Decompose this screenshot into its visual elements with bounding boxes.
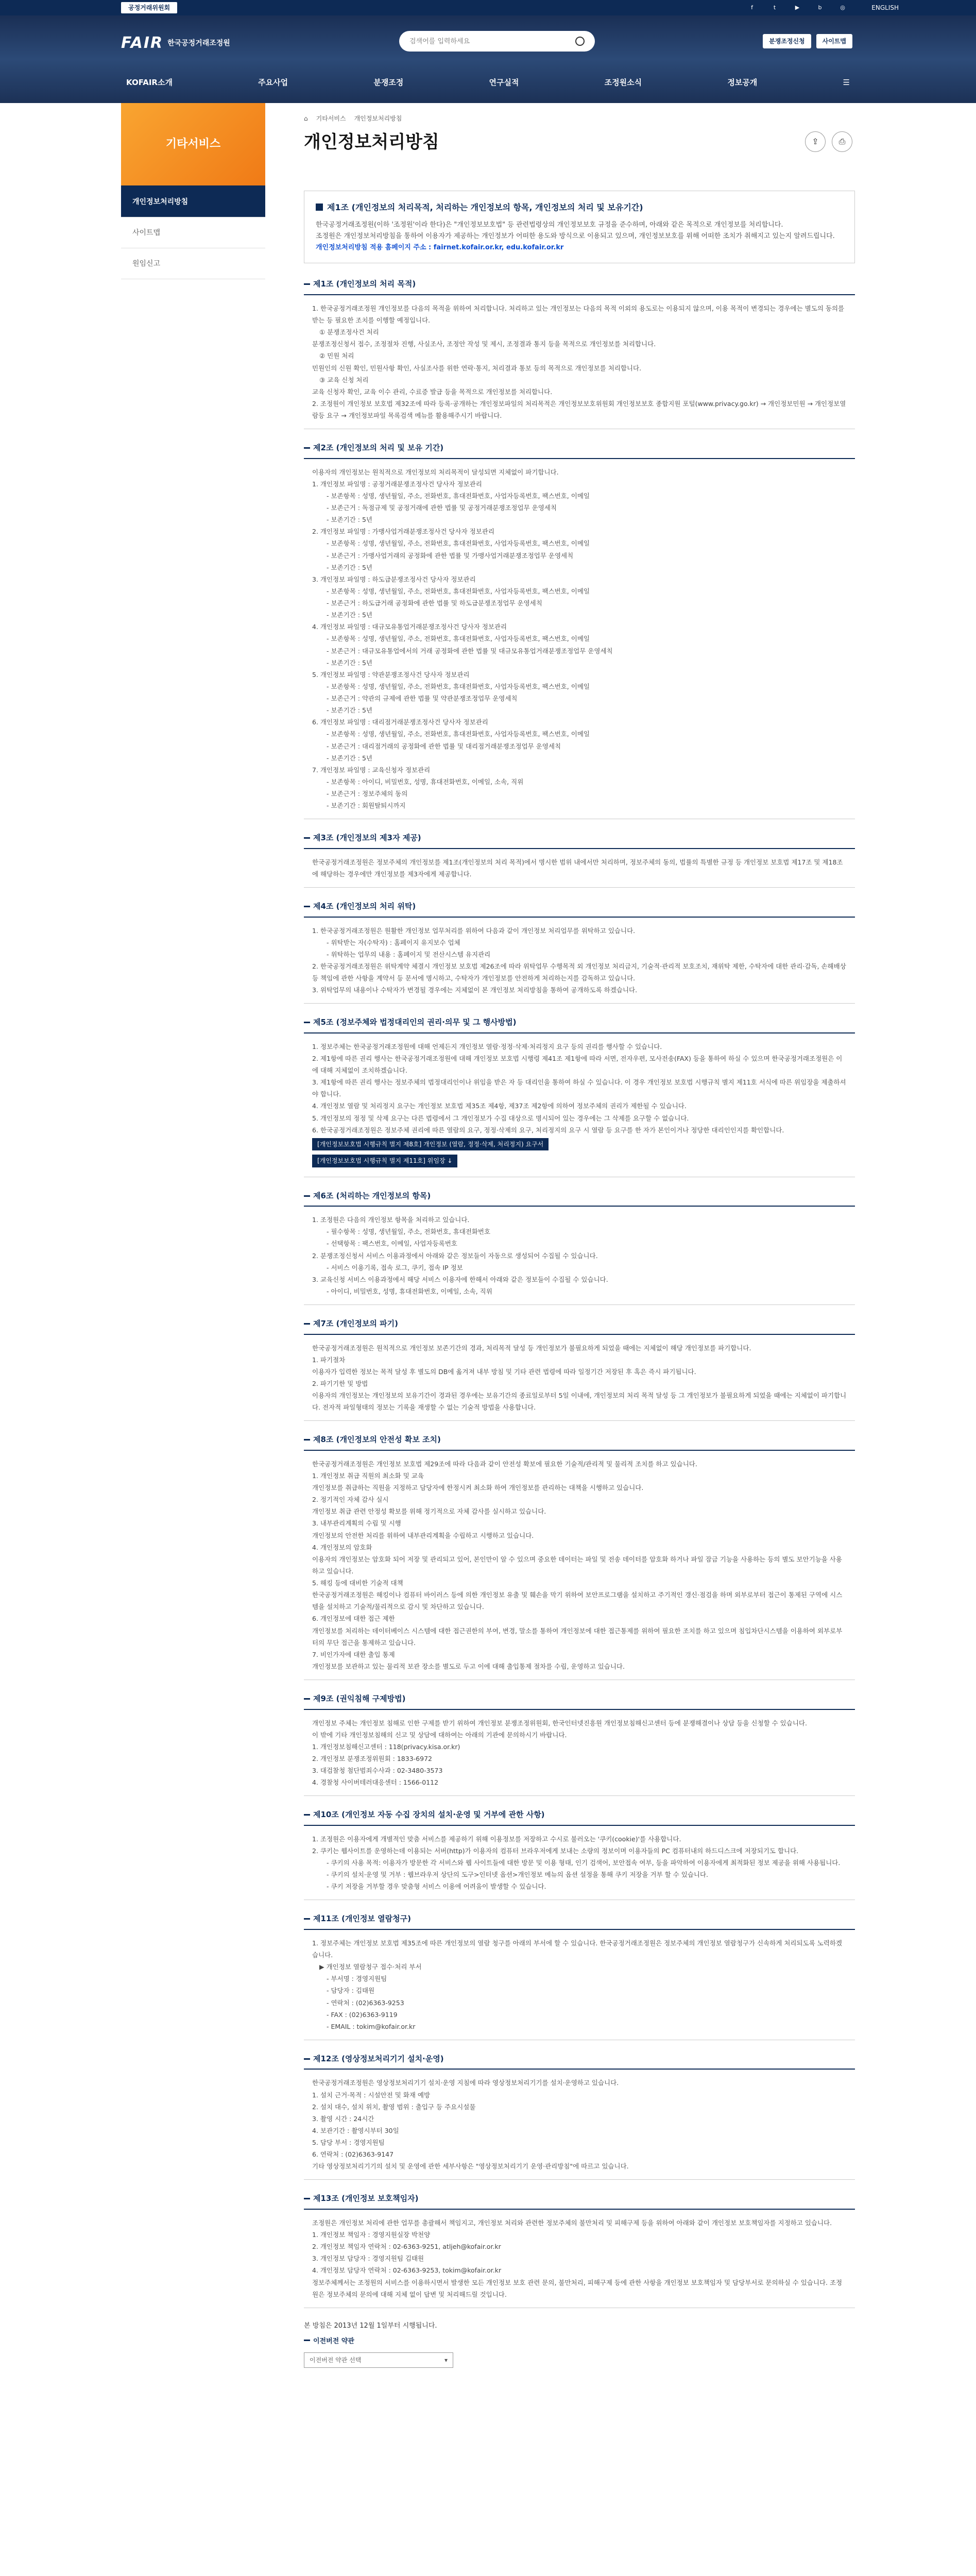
intro-link: 개인정보처리방침 적용 홈페이지 주소 : fairnet.kofair.or.kr, edu.kofair.or.kr (316, 244, 564, 252)
top-utility-bar (0, 0, 976, 15)
section-line: - 보존기간 : 5년 (327, 563, 372, 571)
search-box (399, 31, 595, 52)
section-line: 조정원은 개인정보 처리에 관한 업무를 총괄해서 책임지고, 개인정보 처리와 관련한 정보주체의 불만처리 및 피해구제 등을 위하여 아래와 같이 개인정보 보호책임자를 지정하고 있습니다. (312, 2218, 832, 2227)
share-icon[interactable]: ⇪ (805, 131, 826, 152)
section-line: 2. 조정원이 개인정보 보호법 제32조에 따라 등록·공개하는 개인정보파일의 처리목적은 개인정보보호위원회 개인정보보호 종합지원 포털(www.privacy.go.kr) → 개인정보민원 → 개인정보열람등 요구 → 개인정보파일 목록검색 메뉴를 활용해주시기 바랍니다. (312, 399, 846, 420)
section-line: 1. 한국공정거래조정원 개인정보를 다음의 목적을 위하여 처리합니다. 처리하고 있는 개인정보는 다음의 목적 이외의 용도로는 이용되지 않으며, 이용 목적이 변경되는 경우에는 별도의 동의를 받는 등 필요한 조치를 이행할 예정입니다. (312, 304, 845, 325)
language-link[interactable]: ENGLISH (871, 4, 899, 11)
dispute-apply-button[interactable]: 분쟁조정신청 (763, 34, 811, 48)
section-title: 제9조 (권익침해 구제방법) (304, 1692, 855, 1706)
section-line: 2. 개인정보 분쟁조정위원회 : 1833-6972 (312, 1754, 432, 1762)
side-item-report[interactable]: 원임신고 (121, 248, 265, 279)
side-menu (121, 185, 265, 279)
section-line: - 서비스 이용기록, 접속 로그, 쿠키, 접속 IP 정보 (327, 1263, 463, 1272)
section-line: 5. 담당 부서 : 경영지원팀 (312, 2139, 385, 2146)
section-title: 제1조 (개인정보의 처리 목적) (304, 278, 855, 291)
section-body (304, 1825, 855, 1901)
section-line: - 위탁받는 자(수탁자) : 홈페이지 유지보수 업체 (327, 938, 460, 946)
section-line: 7. 비인가자에 대한 출입 통제 (312, 1650, 395, 1658)
section-title: 제12조 (영상정보처리기기 설치·운영) (304, 2053, 855, 2066)
section-line: - 쿠키의 사용 목적: 이용자가 방문한 각 서비스와 웹 사이트들에 대한 방문 및 이용 형태, 인기 검색어, 보안접속 여부, 등을 파악하여 이용자에게 최적화된 정보 제공을 위해 사용됩니다. (327, 1859, 841, 1867)
section-line: - 보존항목 : 성명, 생년월일, 주소, 전화번호, 휴대전화번호, 사업자등록번호, 팩스번호, 이메일 (327, 587, 590, 595)
section-title: 제7조 (개인정보의 파기) (304, 1317, 855, 1331)
header-buttons (763, 34, 852, 48)
policy-section (304, 278, 855, 429)
section-line: - FAX : (02)6363-9119 (327, 2010, 398, 2019)
section-title: 제4조 (개인정보의 처리 위탁) (304, 900, 855, 913)
section-line: - 보존항목 : 성명, 생년월일, 주소, 전화번호, 휴대전화번호, 사업자등록번호, 팩스번호, 이메일 (327, 492, 590, 500)
sitemap-button[interactable]: 사이트맵 (816, 34, 852, 48)
policy-section (304, 1016, 855, 1177)
section-line: 개인정보의 안전한 처리를 위하여 내부관리계획을 수립하고 시행하고 있습니다. (312, 1531, 534, 1539)
section-title: 제3조 (개인정보의 제3자 제공) (304, 832, 855, 845)
section-line: 이 밖에 기타 개인정보침해의 신고 및 상담에 대하여는 아래의 기관에 문의하시기 바랍니다. (312, 1731, 567, 1739)
section-line: - 보존항목 : 아이디, 비밀번호, 성명, 휴대전화번호, 이메일, 소속, 직위 (327, 777, 524, 786)
section-line: 5. 개인정보 파일명 : 약관분쟁조정사건 당사자 정보관리 (312, 670, 470, 679)
section-body (304, 294, 855, 429)
section-line: 개인정보 주체는 개인정보 침해로 인한 구제를 받기 위하여 개인정보 분쟁조정위원회, 한국인터넷진흥원 개인정보침해신고센터 등에 분쟁해결이나 상담 등을 신청할 수 있습니다. (312, 1719, 807, 1727)
section-title: 제2조 (개인정보의 처리 및 보유 기간) (304, 442, 855, 455)
section-line: - 아이디, 비밀번호, 성명, 휴대전화번호, 이메일, 소속, 직위 (327, 1287, 492, 1295)
section-line: 2. 쿠키는 웹사이트를 운영하는데 이용되는 서버(http)가 이용자의 컴퓨터 브라우저에게 보내는 소량의 정보이며 이용자들의 PC 컴퓨터내의 하드디스크에 저장되기도 합니다. (312, 1846, 799, 1855)
policy-section (304, 2053, 855, 2180)
effective-date: 본 방침은 2013년 12월 1일부터 시행됩니다. (304, 2321, 437, 2330)
section-title: 제10조 (개인정보 자동 수집 장치의 설치·운영 및 거부에 관한 사항) (304, 1808, 855, 1822)
gnb-item-business[interactable]: 주요사업 (258, 78, 288, 87)
section-body (304, 2069, 855, 2180)
section-line: - 연락처 : (02)6363-9253 (327, 1998, 404, 2007)
section-line: - 보존항목 : 성명, 생년월일, 주소, 전화번호, 휴대전화번호, 사업자등록번호, 팩스번호, 이메일 (327, 539, 590, 548)
section-line: 교육 신청자 확인, 교육 이수 관리, 수료증 발급 등을 목적으로 개인정보를 처리합니다. (312, 387, 553, 396)
sns-links (747, 3, 847, 12)
page-tools (805, 131, 852, 152)
policy-section (304, 2192, 855, 2308)
form-download-button[interactable]: [개인정보보호법 시행규칙 별지 제11호] 위임장 ↓ (312, 1155, 457, 1167)
main-area (0, 198, 976, 2576)
section-line: 1. 정보주체는 개인정보 보호법 제35조에 따른 개인정보의 열람 청구를 아래의 부서에 할 수 있습니다. 한국공정거래조정원은 정보주체의 개인정보 열람청구가 신속하게 처리되도록 노력하겠습니다. (312, 1939, 842, 1959)
section-line: 3. 위탁업무의 내용이나 수탁자가 변경될 경우에는 지체없이 본 개인정보 처리방침을 통하여 공개하도록 하겠습니다. (312, 986, 638, 994)
side-item-privacy[interactable]: 개인정보처리방침 (121, 187, 265, 217)
policy-section (304, 1912, 855, 2040)
gnb-item-disclosure[interactable]: 정보공개 (727, 78, 758, 87)
section-line: - 보존근거 : 정보주체의 동의 (327, 790, 408, 798)
section-line: 정보주체께서는 조정원의 서비스를 이용하시면서 발생한 모든 개인정보 보호 관련 문의, 불만처리, 피해구제 등에 관한 사항을 개인정보 보호책임자 및 담당부서로 문의하실 수 있습니다. 조정원은 정보주체의 문의에 대해 지체 없이 답변 및 처리해드릴 것입니다. (312, 2278, 843, 2298)
section-line: - 보존기간 : 5년 (327, 658, 372, 667)
page-title: 개인정보처리방침 (304, 132, 439, 153)
section-body (304, 458, 855, 820)
page-head (304, 113, 439, 158)
section-line: - 보존기간 : 5년 (327, 611, 372, 619)
policy-section (304, 1317, 855, 1421)
policy-section (304, 1433, 855, 1680)
section-line: - 보존근거 : 독점규제 및 공정거래에 관한 법률 및 공정거래분쟁조정업무 운영세칙 (327, 504, 557, 512)
gnb-item-research[interactable]: 연구실적 (489, 78, 519, 87)
breadcrumb (304, 113, 439, 124)
section-line: ▶ 개인정보 열람청구 접수·처리 부서 (319, 1963, 422, 1971)
section-body (304, 1450, 855, 1680)
intro-text: 한국공정거래조정원(이하 '조정원'이라 한다)은 "개인정보보호법" 등 관련법령상의 개인정보보호 규정을 준수하며, 아래와 같은 목적으로 개인정보를 처리합니다. (316, 221, 783, 229)
policy-section (304, 1808, 855, 1900)
section-line: 한국공정거래조정원은 개인정보 보호법 제29조에 따라 다음과 같이 안전성 확보에 필요한 기술적/관리적 및 물리적 조치를 하고 있습니다. (312, 1460, 697, 1468)
section-line: 한국공정거래조정원은 해킹이나 컴퓨터 바이러스 등에 의한 개인정보 유출 및 훼손을 막기 위하여 보안프로그램을 설치하고 주기적인 갱신·점검을 하며 외부로부터 접근이 통제된 구역에 시스템을 설치하고 기술적/물리적으로 감시 및 차단하고 있습니다. (312, 1591, 843, 1611)
section-title: 제5조 (정보주체와 법정대리인의 권리·의무 및 그 행사방법) (304, 1016, 855, 1029)
section-line: 1. 개인정보침해신고센터 : 118(privacy.kisa.or.kr) (312, 1742, 460, 1751)
section-line: 6. 한국공정거래조정원은 정보주체 권리에 따른 열람의 요구, 정정·삭제의 요구, 처리정지의 요구 시 열람 등 요구를 한 자가 본인이거나 정당한 대리인인지를 확인합니다. (312, 1126, 784, 1134)
section-body (304, 848, 855, 888)
global-nav (121, 76, 855, 90)
intro-text: 조정원은 개인정보처리방침을 통하여 이용자가 제공하는 개인정보가 어떠한 용도와 방식으로 이용되고 있으며, 개인정보보호를 위해 어떠한 조치가 취해지고 있는지 알려드립니다. (316, 232, 835, 241)
section-line: 2. 분쟁조정신청서 서비스 이용과정에서 아래와 같은 정보들이 자동으로 생성되어 수집될 수 있습니다. (312, 1251, 598, 1260)
section-title: 제13조 (개인정보 보호책임자) (304, 2192, 855, 2206)
section-line: ② 민원 처리 (319, 352, 354, 360)
home-icon[interactable]: ⌂ (304, 115, 308, 122)
section-line: 3. 제1항에 따른 권리 행사는 정보주체의 법정대리인이나 위임을 받은 자 등 대리인을 통하여 하실 수 있습니다. 이 경우 개인정보 보호법 시행규칙 별지 제11호 서식에 따른 위임장을 제출하셔야 합니다. (312, 1078, 846, 1098)
sidebar (121, 185, 265, 279)
section-line: 3. 개인정보 담당자 : 경영지원팀 김태원 (312, 2255, 424, 2263)
section-body (304, 2209, 855, 2308)
policy-section (304, 1190, 855, 1305)
intro-title: 제1조 (개인정보의 처리목적, 처리하는 개인정보의 항목, 개인정보의 처리 및 보유기간) (316, 200, 843, 214)
policy-section (304, 832, 855, 888)
crumb-item[interactable]: 기타서비스 (316, 115, 346, 122)
section-line: 이용자의 개인정보는 개인정보의 보유기간이 경과된 경우에는 보유기간의 종료일로부터 5일 이내에, 개인정보의 처리 목적 달성 등 그 개인정보가 불필요하게 되었을 때에는 지체없이 파기합니다. 전자적 파일형태의 정보는 기록을 재생할 수 없는 기술적 방법을 사용합니다. (312, 1392, 847, 1412)
menu-icon[interactable]: ☰ (843, 78, 850, 87)
site-tab[interactable]: 공정거래위원회 (121, 2, 177, 13)
section-line: - 보존기간 : 5년 (327, 706, 372, 715)
section-line: 3. 개인정보 파일명 : 하도급분쟁조정사건 당사자 정보관리 (312, 575, 476, 583)
section-line: 3. 내부관리계획의 수립 및 시행 (312, 1519, 401, 1528)
section-line: - 보존기간 : 5년 (327, 754, 372, 762)
section-line: - 부서명 : 경영지원팀 (327, 1975, 387, 1983)
section-line: - 보존항목 : 성명, 생년월일, 주소, 전화번호, 휴대전화번호, 사업자등록번호, 팩스번호, 이메일 (327, 730, 590, 738)
form-download-button[interactable]: [개인정보보호법 시행규칙 별지 제8호] 개인정보 (열람, 정정·삭제, 처리정지) 요구서 (312, 1138, 549, 1150)
twitter-icon[interactable]: t (773, 4, 776, 11)
section-line: 2. 정기적인 자체 감사 실시 (312, 1496, 389, 1504)
section-line: 3. 교육신청 서비스 이용과정에서 해당 서비스 이용자에 한해서 아래와 같은 정보들이 수집될 수 있습니다. (312, 1275, 608, 1283)
past-version-select[interactable]: 이전버전 약관 선택 ▾ (304, 2352, 453, 2368)
section-line: 6. 연락처 : (02)6363-9147 (312, 2150, 394, 2159)
section-line: 2. 설치 대수, 설치 위치, 촬영 범위 : 출입구 등 주요시설물 (312, 2103, 476, 2111)
policy-section (304, 442, 855, 819)
section-line: 개인정보를 취급하는 직원을 지정하고 담당자에 한정시켜 최소화 하여 개인정보를 관리하는 대책을 시행하고 있습니다. (312, 1484, 644, 1492)
section-line: ③ 교육 신청 처리 (319, 376, 369, 384)
section-line: 2. 제1항에 따른 권리 행사는 한국공정거래조정원에 대해 개인정보 보호법 시행령 제41조 제1항에 따라 서면, 전자우편, 모사전송(FAX) 등을 통하여 하실 수 있으며 한국공정거래조정원은 이에 대해 지체없이 조치하겠습니다. (312, 1054, 843, 1075)
policy-section (304, 1692, 855, 1796)
section-line: - 담당자 : 김태원 (327, 1987, 375, 1995)
section-line: 3. 촬영 시간 : 24시간 (312, 2114, 374, 2123)
search-icon[interactable] (575, 37, 585, 46)
section-line: 1. 개인정보 책임자 : 경영지원실장 박천양 (312, 2231, 431, 2239)
section-line: 5. 개인정보의 정정 및 삭제 요구는 다른 법령에서 그 개인정보가 수집 대상으로 명시되어 있는 경우에는 그 삭제를 요구할 수 없습니다. (312, 1114, 689, 1122)
section-line: 4. 보관기간 : 촬영시부터 30일 (312, 2126, 399, 2134)
youtube-icon[interactable]: ▶ (795, 4, 800, 11)
section-line: - 쿠키의 설치·운영 및 거부 : 웹브라우저 상단의 도구>인터넷 옵션>개인정보 메뉴의 옵션 설정을 통해 쿠키 저장을 거부 할 수 있습니다. (327, 1871, 709, 1879)
section-line: 2. 한국공정거래조정원은 위탁계약 체결시 개인정보 보호법 제26조에 따라 위탁업무 수행목적 외 개인정보 처리금지, 기술적·관리적 보호조치, 재위탁 제한, 수탁자에 대한 관리·감독, 손해배상 등 책임에 관한 사항을 계약서 등 문서에 명시하고, 수탁자가 개인정보를 안전하게 처리하는지를 감독하고 있습니다. (312, 962, 846, 982)
side-item-sitemap[interactable]: 사이트맵 (121, 217, 265, 248)
section-line: - 위탁하는 업무의 내용 : 홈페이지 및 전산시스템 유지관리 (327, 950, 491, 958)
blog-icon[interactable]: b (818, 4, 822, 11)
section-line: 5. 해킹 등에 대비한 기술적 대책 (312, 1579, 403, 1587)
header (0, 15, 976, 103)
section-title: 제6조 (처리하는 개인정보의 항목) (304, 1190, 855, 1203)
section-line: - EMAIL : tokim@kofair.or.kr (327, 2022, 416, 2030)
section-line: - 보존항목 : 성명, 생년월일, 주소, 전화번호, 휴대전화번호, 사업자등록번호, 팩스번호, 이메일 (327, 682, 590, 690)
chevron-down-icon: ▾ (444, 2356, 448, 2364)
section-line: 4. 개인정보 열람 및 처리정지 요구는 개인정보 보호법 제35조 제4항, 제37조 제2항에 의하여 정보주체의 권리가 제한될 수 있습니다. (312, 1102, 687, 1110)
side-title: 기타서비스 (121, 103, 265, 185)
section-line: 7. 개인정보 파일명 : 교육신청자 정보관리 (312, 766, 431, 774)
section-line: - 선택항목 : 팩스번호, 이메일, 사업자등록번호 (327, 1240, 457, 1248)
section-line: 2. 개인정보 책임자 연락처 : 02-6363-9251, atljeh@kofair.or.kr (312, 2243, 501, 2251)
past-version-title: 이전버전 약관 (304, 2336, 855, 2347)
section-line: 6. 개인정보에 대한 접근 제한 (312, 1615, 395, 1623)
section-title: 제11조 (개인정보 열람청구) (304, 1912, 855, 1926)
section-line: 이용자의 개인정보는 원칙적으로 개인정보의 처리목적이 달성되면 지체없이 파기합니다. (312, 468, 559, 476)
print-icon[interactable]: ⎙ (832, 131, 852, 152)
section-line: ① 분쟁조정사건 처리 (319, 328, 379, 336)
section-line: 4. 개인정보의 암호화 (312, 1543, 372, 1551)
section-line: 2. 파기기한 및 방법 (312, 1379, 368, 1387)
section-line: 개인정보를 처리하는 데이터베이스 시스템에 대한 접근권한의 부여, 변경, 말소를 통하여 개인정보에 대한 접근통제를 위하여 필요한 조치를 하고 있으며 침입차단시스템을 이용하여 외부로부터의 무단 접근을 통제하고 있습니다. (312, 1626, 843, 1647)
gnb-item-news[interactable]: 조정원소식 (604, 78, 642, 87)
section-line: - 필수항목 : 성명, 생년월일, 주소, 전화번호, 휴대전화번호 (327, 1228, 491, 1236)
section-line: 이용자의 개인정보는 암호화 되어 저장 및 관리되고 있어, 본인만이 알 수 있으며 중요한 데이터는 파일 및 전송 데이터를 암호화 하거나 파일 잠금 기능을 사용하는 등의 별도 보안기능을 사용하고 있습니다. (312, 1555, 842, 1575)
content (304, 191, 855, 2368)
section-body (304, 1334, 855, 1421)
section-body (304, 1032, 855, 1177)
section-line: 한국공정거래조정원은 원칙적으로 개인정보 보존기간의 경과, 처리목적 달성 등 개인정보가 불필요하게 되었을 때에는 지체없이 해당 개인정보를 파기합니다. (312, 1344, 751, 1352)
instagram-icon[interactable]: ◎ (840, 4, 845, 11)
section-line: - 보존근거 : 대리점거래의 공정화에 관한 법률 및 대리점거래분쟁조정업무 운영세칙 (327, 742, 561, 750)
facebook-icon[interactable]: f (751, 4, 753, 11)
section-title: 제8조 (개인정보의 안전성 확보 조치) (304, 1433, 855, 1447)
section-line: 1. 한국공정거래조정원은 원활한 개인정보 업무처리를 위하여 다음과 같이 개인정보 처리업무를 위탁하고 있습니다. (312, 926, 636, 935)
section-line: 한국공정거래조정원은 영상정보처리기기 설치·운영 지침에 따라 영상정보처리기기를 설치·운영하고 있습니다. (312, 2079, 619, 2087)
section-line: 1. 개인정보 취급 직원의 최소화 및 교육 (312, 1471, 424, 1480)
section-line: 6. 개인정보 파일명 : 대리점거래분쟁조정사건 당사자 정보관리 (312, 718, 488, 726)
section-line: 민원인의 신원 확인, 민원사항 확인, 사실조사를 위한 연락·통지, 처리결과 통보 등의 목적으로 개인정보를 처리합니다. (312, 364, 642, 372)
section-line: 1. 조정원은 다음의 개인정보 항목을 처리하고 있습니다. (312, 1216, 470, 1224)
section-line: 이용자가 입력한 정보는 목적 달성 후 별도의 DB에 옮겨져 내부 방침 및 기타 관련 법령에 따라 일정기간 저장된 후 혹은 즉시 파기됩니다. (312, 1367, 696, 1376)
gnb-item-about[interactable]: KOFAIR소개 (126, 78, 173, 87)
section-body (304, 1709, 855, 1797)
crumb-item[interactable]: 개인정보처리방침 (354, 115, 402, 122)
section-line: - 보존근거 : 가맹사업거래의 공정화에 관한 법률 및 가맹사업거래분쟁조정업무 운영세칙 (327, 551, 574, 560)
gnb-item-dispute[interactable]: 분쟁조정 (373, 78, 404, 87)
section-line: - 보존근거 : 하도급거래 공정화에 관한 법률 및 하도급분쟁조정업무 운영세칙 (327, 599, 542, 607)
search-input[interactable] (409, 38, 575, 45)
section-line: 4. 경찰청 사이버테러대응센터 : 1566-0112 (312, 1778, 439, 1787)
section-line: 1. 파기절차 (312, 1355, 346, 1364)
section-body (304, 1206, 855, 1305)
section-line: 1. 조정원은 이용자에게 개별적인 맞춤 서비스를 제공하기 위해 이용정보를 저장하고 수시로 불러오는 '쿠키(cookie)'를 사용합니다. (312, 1835, 681, 1843)
section-line: 3. 대검찰청 첨단범죄수사과 : 02-3480-3573 (312, 1767, 443, 1774)
section-line: - 쿠키 저장을 거부할 경우 맞춤형 서비스 이용에 어려움이 발생할 수 있습니다. (327, 1883, 546, 1891)
section-line: 분쟁조정신청서 접수, 조정절차 진행, 사실조사, 조정안 작성 및 제시, 조정결과 통지 등을 목적으로 개인정보를 처리합니다. (312, 340, 656, 348)
section-line: 1. 설치 근거·목적 : 시설안전 및 화재 예방 (312, 2091, 431, 2099)
section-line: 기타 영상정보처리기기의 설치 및 운영에 관한 세부사항은 "영상정보처리기기 운영·관리방침"에 따르고 있습니다. (312, 2162, 629, 2171)
policy-section (304, 900, 855, 1004)
section-line: 개인정보를 보관하고 있는 물리적 보관 장소를 별도로 두고 이에 대해 출입통제 절차를 수립, 운영하고 있습니다. (312, 1662, 625, 1670)
logo[interactable]: FAIR 한국공정거래조정원 (121, 34, 230, 52)
section-line: 한국공정거래조정원은 정보주체의 개인정보를 제1조(개인정보의 처리 목적)에서 명시한 범위 내에서만 처리하며, 정보주체의 동의, 법률의 특별한 규정 등 개인정보 보호법 제17조 및 제18조에 해당하는 경우에만 개인정보를 제3자에게 제공합니다. (312, 858, 843, 878)
section-body (304, 1929, 855, 2040)
section-line: - 보존항목 : 성명, 생년월일, 주소, 전화번호, 휴대전화번호, 사업자등록번호, 팩스번호, 이메일 (327, 635, 590, 643)
section-body (304, 917, 855, 1004)
section-line: 1. 개인정보 파일명 : 공정거래분쟁조정사건 당사자 정보관리 (312, 480, 482, 488)
intro-box (304, 191, 855, 263)
sections (304, 278, 855, 2308)
section-line: - 보존기간 : 5년 (327, 516, 372, 524)
section-line: 개인정보 취급 관련 안정성 확보를 위해 정기적으로 자체 감사를 실시하고 있습니다. (312, 1507, 546, 1516)
section-line: 4. 개인정보 파일명 : 대규모유통업거래분쟁조정사건 당사자 정보관리 (312, 623, 507, 631)
section-line: 1. 정보주체는 한국공정거래조정원에 대해 언제든지 개인정보 열람·정정·삭제·처리정지 요구 등의 권리를 행사할 수 있습니다. (312, 1042, 662, 1050)
section-line: 2. 개인정보 파일명 : 가맹사업거래분쟁조정사건 당사자 정보관리 (312, 528, 494, 536)
section-line: - 보존근거 : 대규모유통업에서의 거래 공정화에 관한 법률 및 대규모유통업거래분쟁조정업무 운영세칙 (327, 647, 613, 655)
section-line: - 보존기간 : 회원탈퇴시까지 (327, 802, 406, 810)
section-line: - 보존근거 : 약관의 규제에 관한 법률 및 약관분쟁조정업무 운영세칙 (327, 694, 518, 703)
section-line: 4. 개인정보 담당자 연락처 : 02-6363-9253, tokim@kofair.or.kr (312, 2266, 502, 2275)
